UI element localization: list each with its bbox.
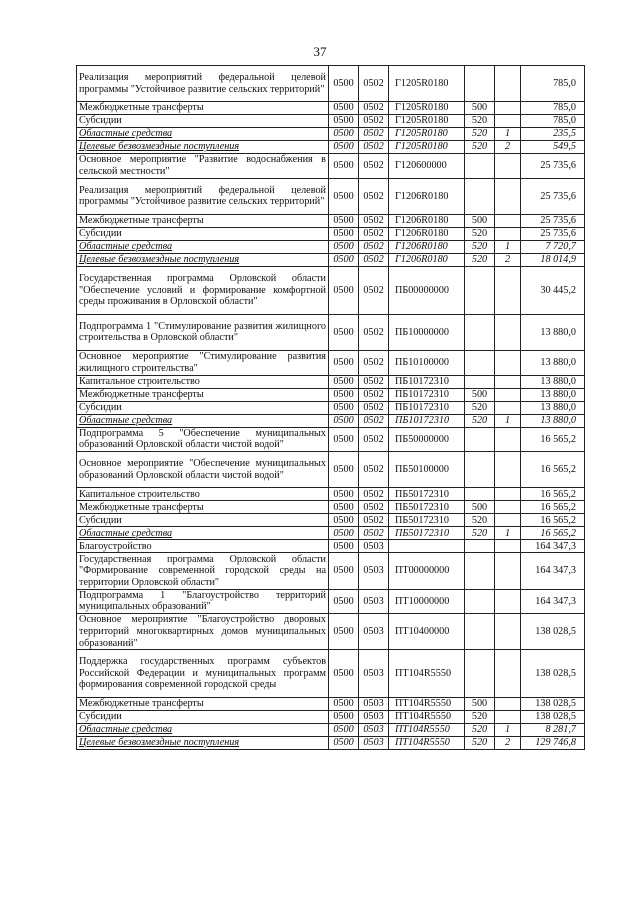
- row-amount: 16 565,2: [521, 452, 585, 488]
- row-expense-kind: [465, 266, 495, 314]
- table-row: [77, 375, 585, 388]
- row-target-code: Г1205R0180: [389, 102, 465, 115]
- row-expense-kind: [465, 452, 495, 488]
- row-amount: 16 565,2: [521, 488, 585, 501]
- row-section-code: 0502: [359, 128, 389, 141]
- row-section-code: 0503: [359, 698, 389, 711]
- row-funding-source: [495, 154, 521, 179]
- table-row: [77, 178, 585, 214]
- row-target-code: ПБ10172310: [389, 375, 465, 388]
- row-target-code: Г1206R0180: [389, 178, 465, 214]
- row-amount: 138 028,5: [521, 614, 585, 650]
- row-name: Основное мероприятие "Развитие водоснабжения в сельской местности": [77, 154, 329, 179]
- row-ministry-code: 0500: [329, 452, 359, 488]
- row-ministry-code: 0500: [329, 527, 359, 540]
- row-expense-kind: [465, 66, 495, 102]
- row-funding-source: [495, 350, 521, 375]
- row-expense-kind: [465, 350, 495, 375]
- row-expense-kind: [465, 178, 495, 214]
- row-name: Целевые безвозмездные поступления: [77, 737, 329, 750]
- row-ministry-code: 0500: [329, 553, 359, 589]
- row-expense-kind: 520: [465, 514, 495, 527]
- row-funding-source: 2: [495, 253, 521, 266]
- row-funding-source: [495, 452, 521, 488]
- row-section-code: 0503: [359, 650, 389, 698]
- row-ministry-code: 0500: [329, 128, 359, 141]
- row-target-code: Г1205R0180: [389, 66, 465, 102]
- row-ministry-code: 0500: [329, 178, 359, 214]
- row-name: Целевые безвозмездные поступления: [77, 253, 329, 266]
- row-target-code: ПБ10000000: [389, 314, 465, 350]
- table-row: [77, 240, 585, 253]
- table-row: [77, 737, 585, 750]
- row-amount: 16 565,2: [521, 527, 585, 540]
- table-row: [77, 553, 585, 589]
- row-expense-kind: 520: [465, 724, 495, 737]
- row-funding-source: 1: [495, 240, 521, 253]
- row-amount: 16 565,2: [521, 501, 585, 514]
- table-row: [77, 514, 585, 527]
- row-ministry-code: 0500: [329, 589, 359, 614]
- row-expense-kind: 500: [465, 388, 495, 401]
- row-section-code: 0502: [359, 227, 389, 240]
- row-target-code: [389, 540, 465, 553]
- row-ministry-code: 0500: [329, 66, 359, 102]
- row-ministry-code: 0500: [329, 650, 359, 698]
- row-amount: 164 347,3: [521, 540, 585, 553]
- table-row: [77, 115, 585, 128]
- row-name: Благоустройство: [77, 540, 329, 553]
- row-section-code: 0502: [359, 488, 389, 501]
- row-name: Субсидии: [77, 711, 329, 724]
- row-amount: 549,5: [521, 141, 585, 154]
- row-amount: 164 347,3: [521, 589, 585, 614]
- row-section-code: 0502: [359, 375, 389, 388]
- row-amount: 13 880,0: [521, 401, 585, 414]
- row-amount: 138 028,5: [521, 650, 585, 698]
- page-number: 37: [313, 44, 327, 59]
- table-row: [77, 214, 585, 227]
- row-funding-source: [495, 711, 521, 724]
- row-target-code: ПБ50172310: [389, 488, 465, 501]
- row-section-code: 0502: [359, 514, 389, 527]
- row-funding-source: [495, 427, 521, 452]
- row-ministry-code: 0500: [329, 227, 359, 240]
- row-expense-kind: 520: [465, 253, 495, 266]
- row-name: Подпрограмма 1 "Стимулирование развития жилищного строительства в Орловской области": [77, 314, 329, 350]
- row-section-code: 0502: [359, 141, 389, 154]
- row-ministry-code: 0500: [329, 724, 359, 737]
- row-expense-kind: [465, 553, 495, 589]
- row-amount: 25 735,6: [521, 227, 585, 240]
- row-funding-source: [495, 650, 521, 698]
- row-section-code: 0502: [359, 452, 389, 488]
- table-row: [77, 227, 585, 240]
- row-target-code: ПБ10172310: [389, 401, 465, 414]
- row-name: Межбюджетные трансферты: [77, 388, 329, 401]
- row-name: Субсидии: [77, 401, 329, 414]
- row-target-code: Г1206R0180: [389, 253, 465, 266]
- row-name: Реализация мероприятий федеральной целевой программы "Устойчивое развитие сельских территорий": [77, 66, 329, 102]
- row-funding-source: 1: [495, 128, 521, 141]
- row-funding-source: 1: [495, 724, 521, 737]
- row-expense-kind: [465, 154, 495, 179]
- row-ministry-code: 0500: [329, 350, 359, 375]
- row-amount: 18 014,9: [521, 253, 585, 266]
- row-ministry-code: 0500: [329, 154, 359, 179]
- row-funding-source: [495, 488, 521, 501]
- row-ministry-code: 0500: [329, 214, 359, 227]
- row-amount: 235,5: [521, 128, 585, 141]
- row-name: Целевые безвозмездные поступления: [77, 141, 329, 154]
- table-row: [77, 488, 585, 501]
- row-expense-kind: [465, 375, 495, 388]
- row-amount: 25 735,6: [521, 178, 585, 214]
- row-expense-kind: 500: [465, 214, 495, 227]
- table-row: [77, 314, 585, 350]
- row-name: Капитальное строительство: [77, 375, 329, 388]
- row-ministry-code: 0500: [329, 501, 359, 514]
- row-section-code: 0502: [359, 253, 389, 266]
- row-expense-kind: 520: [465, 711, 495, 724]
- table-row: [77, 266, 585, 314]
- table-row: [77, 388, 585, 401]
- row-target-code: ПТ104R5550: [389, 737, 465, 750]
- row-funding-source: [495, 501, 521, 514]
- row-ministry-code: 0500: [329, 540, 359, 553]
- row-funding-source: [495, 115, 521, 128]
- row-expense-kind: [465, 589, 495, 614]
- row-amount: 25 735,6: [521, 214, 585, 227]
- row-ministry-code: 0500: [329, 102, 359, 115]
- row-expense-kind: [465, 314, 495, 350]
- row-expense-kind: 520: [465, 115, 495, 128]
- row-section-code: 0503: [359, 540, 389, 553]
- row-target-code: ПБ10172310: [389, 414, 465, 427]
- row-target-code: Г1205R0180: [389, 141, 465, 154]
- row-name: Поддержка государственных программ субъектов Российской Федерации и муниципальных программ формирования современной городской среды: [77, 650, 329, 698]
- table-row: [77, 614, 585, 650]
- row-funding-source: [495, 66, 521, 102]
- table-row: [77, 154, 585, 179]
- row-expense-kind: 520: [465, 414, 495, 427]
- row-target-code: ПТ10400000: [389, 614, 465, 650]
- row-expense-kind: 520: [465, 527, 495, 540]
- row-ministry-code: 0500: [329, 737, 359, 750]
- row-section-code: 0502: [359, 427, 389, 452]
- row-name: Областные средства: [77, 724, 329, 737]
- row-section-code: 0503: [359, 711, 389, 724]
- row-amount: 13 880,0: [521, 414, 585, 427]
- row-funding-source: [495, 266, 521, 314]
- row-ministry-code: 0500: [329, 614, 359, 650]
- row-section-code: 0502: [359, 527, 389, 540]
- row-name: Капитальное строительство: [77, 488, 329, 501]
- row-ministry-code: 0500: [329, 375, 359, 388]
- table-row: [77, 141, 585, 154]
- row-funding-source: [495, 227, 521, 240]
- row-name: Субсидии: [77, 115, 329, 128]
- row-funding-source: [495, 388, 521, 401]
- row-target-code: ПБ00000000: [389, 266, 465, 314]
- row-funding-source: [495, 102, 521, 115]
- row-expense-kind: 520: [465, 128, 495, 141]
- table-row: [77, 427, 585, 452]
- row-name: Реализация мероприятий федеральной целевой программы "Устойчивое развитие сельских территорий": [77, 178, 329, 214]
- row-target-code: ПТ00000000: [389, 553, 465, 589]
- row-funding-source: [495, 553, 521, 589]
- row-ministry-code: 0500: [329, 266, 359, 314]
- table-row: [77, 711, 585, 724]
- table-row: [77, 401, 585, 414]
- row-name: Субсидии: [77, 514, 329, 527]
- row-name: Государственная программа Орловской области "Обеспечение условий и формирование комфортной среды проживания в Орловской области": [77, 266, 329, 314]
- row-amount: 785,0: [521, 115, 585, 128]
- row-target-code: Г1206R0180: [389, 214, 465, 227]
- table-row: [77, 650, 585, 698]
- row-target-code: ПБ50172310: [389, 527, 465, 540]
- row-ministry-code: 0500: [329, 115, 359, 128]
- row-expense-kind: 500: [465, 501, 495, 514]
- row-expense-kind: 520: [465, 141, 495, 154]
- row-funding-source: [495, 514, 521, 527]
- row-amount: 138 028,5: [521, 711, 585, 724]
- row-section-code: 0502: [359, 401, 389, 414]
- row-section-code: 0503: [359, 553, 389, 589]
- row-ministry-code: 0500: [329, 240, 359, 253]
- row-section-code: 0502: [359, 154, 389, 179]
- row-section-code: 0502: [359, 314, 389, 350]
- row-target-code: ПБ10172310: [389, 388, 465, 401]
- table-row: [77, 253, 585, 266]
- table-row: [77, 66, 585, 102]
- row-ministry-code: 0500: [329, 314, 359, 350]
- row-funding-source: [495, 540, 521, 553]
- row-section-code: 0502: [359, 414, 389, 427]
- row-funding-source: 1: [495, 414, 521, 427]
- row-expense-kind: 520: [465, 737, 495, 750]
- row-funding-source: [495, 314, 521, 350]
- row-ministry-code: 0500: [329, 488, 359, 501]
- row-funding-source: [495, 698, 521, 711]
- row-name: Межбюджетные трансферты: [77, 214, 329, 227]
- row-funding-source: 2: [495, 737, 521, 750]
- row-target-code: ПТ104R5550: [389, 698, 465, 711]
- row-name: Основное мероприятие "Обеспечение муниципальных образований Орловской области чистой водой": [77, 452, 329, 488]
- row-section-code: 0502: [359, 115, 389, 128]
- row-name: Межбюджетные трансферты: [77, 501, 329, 514]
- row-amount: 16 565,2: [521, 514, 585, 527]
- row-target-code: ПБ50172310: [389, 514, 465, 527]
- row-target-code: ПБ50100000: [389, 452, 465, 488]
- row-ministry-code: 0500: [329, 388, 359, 401]
- row-section-code: 0502: [359, 66, 389, 102]
- row-ministry-code: 0500: [329, 698, 359, 711]
- row-amount: 30 445,2: [521, 266, 585, 314]
- row-section-code: 0502: [359, 178, 389, 214]
- row-expense-kind: [465, 488, 495, 501]
- row-amount: 129 746,8: [521, 737, 585, 750]
- row-section-code: 0503: [359, 589, 389, 614]
- row-name: Межбюджетные трансферты: [77, 698, 329, 711]
- row-expense-kind: 520: [465, 227, 495, 240]
- row-target-code: Г1205R0180: [389, 115, 465, 128]
- row-ministry-code: 0500: [329, 141, 359, 154]
- row-funding-source: 2: [495, 141, 521, 154]
- row-section-code: 0502: [359, 102, 389, 115]
- row-ministry-code: 0500: [329, 414, 359, 427]
- row-section-code: 0502: [359, 266, 389, 314]
- row-funding-source: [495, 178, 521, 214]
- row-expense-kind: 520: [465, 240, 495, 253]
- table-row: [77, 414, 585, 427]
- row-name: Областные средства: [77, 527, 329, 540]
- row-name: Основное мероприятие "Стимулирование развития жилищного строительства": [77, 350, 329, 375]
- table-row: [77, 698, 585, 711]
- row-target-code: ПТ10000000: [389, 589, 465, 614]
- row-expense-kind: 520: [465, 401, 495, 414]
- row-amount: 13 880,0: [521, 375, 585, 388]
- row-target-code: ПБ10100000: [389, 350, 465, 375]
- row-amount: 785,0: [521, 102, 585, 115]
- row-expense-kind: 500: [465, 698, 495, 711]
- row-expense-kind: 500: [465, 102, 495, 115]
- table-row: [77, 102, 585, 115]
- row-section-code: 0502: [359, 501, 389, 514]
- row-name: Областные средства: [77, 128, 329, 141]
- row-section-code: 0502: [359, 388, 389, 401]
- row-target-code: ПТ104R5550: [389, 650, 465, 698]
- row-expense-kind: [465, 427, 495, 452]
- row-name: Основное мероприятие "Благоустройство дворовых территорий многоквартирных домов муниципальных образований": [77, 614, 329, 650]
- row-section-code: 0502: [359, 350, 389, 375]
- row-name: Межбюджетные трансферты: [77, 102, 329, 115]
- row-target-code: ПТ104R5550: [389, 711, 465, 724]
- row-ministry-code: 0500: [329, 401, 359, 414]
- row-amount: 164 347,3: [521, 553, 585, 589]
- row-ministry-code: 0500: [329, 514, 359, 527]
- table-row: [77, 724, 585, 737]
- table-row: [77, 527, 585, 540]
- row-funding-source: 1: [495, 527, 521, 540]
- row-target-code: Г1206R0180: [389, 240, 465, 253]
- row-amount: 13 880,0: [521, 314, 585, 350]
- row-expense-kind: [465, 540, 495, 553]
- row-funding-source: [495, 214, 521, 227]
- row-amount: 138 028,5: [521, 698, 585, 711]
- row-target-code: Г120600000: [389, 154, 465, 179]
- row-amount: 13 880,0: [521, 350, 585, 375]
- row-section-code: 0502: [359, 214, 389, 227]
- row-amount: 785,0: [521, 66, 585, 102]
- row-funding-source: [495, 401, 521, 414]
- row-funding-source: [495, 589, 521, 614]
- row-amount: 13 880,0: [521, 388, 585, 401]
- row-expense-kind: [465, 650, 495, 698]
- row-section-code: 0503: [359, 614, 389, 650]
- row-target-code: ПБ50172310: [389, 501, 465, 514]
- row-name: Подпрограмма 5 "Обеспечение муниципальных образований Орловской области чистой водой": [77, 427, 329, 452]
- row-section-code: 0503: [359, 737, 389, 750]
- row-target-code: ПТ104R5550: [389, 724, 465, 737]
- row-amount: 16 565,2: [521, 427, 585, 452]
- row-amount: 7 720,7: [521, 240, 585, 253]
- row-name: Областные средства: [77, 240, 329, 253]
- table-row: [77, 350, 585, 375]
- row-expense-kind: [465, 614, 495, 650]
- row-amount: 25 735,6: [521, 154, 585, 179]
- table-row: [77, 501, 585, 514]
- row-funding-source: [495, 375, 521, 388]
- row-name: Государственная программа Орловской области "Формирование современной городской среды на территории Орловской области": [77, 553, 329, 589]
- table-row: [77, 589, 585, 614]
- row-ministry-code: 0500: [329, 427, 359, 452]
- row-funding-source: [495, 614, 521, 650]
- row-section-code: 0503: [359, 724, 389, 737]
- row-name: Субсидии: [77, 227, 329, 240]
- table-row: [77, 128, 585, 141]
- row-ministry-code: 0500: [329, 253, 359, 266]
- table-body: [77, 66, 585, 750]
- row-section-code: 0502: [359, 240, 389, 253]
- budget-table: [76, 65, 585, 750]
- row-target-code: ПБ50000000: [389, 427, 465, 452]
- table-row: [77, 452, 585, 488]
- row-target-code: Г1206R0180: [389, 227, 465, 240]
- table-row: [77, 540, 585, 553]
- row-name: Областные средства: [77, 414, 329, 427]
- row-name: Подпрограмма 1 "Благоустройство территорий муниципальных образований": [77, 589, 329, 614]
- row-ministry-code: 0500: [329, 711, 359, 724]
- row-target-code: Г1205R0180: [389, 128, 465, 141]
- row-amount: 8 281,7: [521, 724, 585, 737]
